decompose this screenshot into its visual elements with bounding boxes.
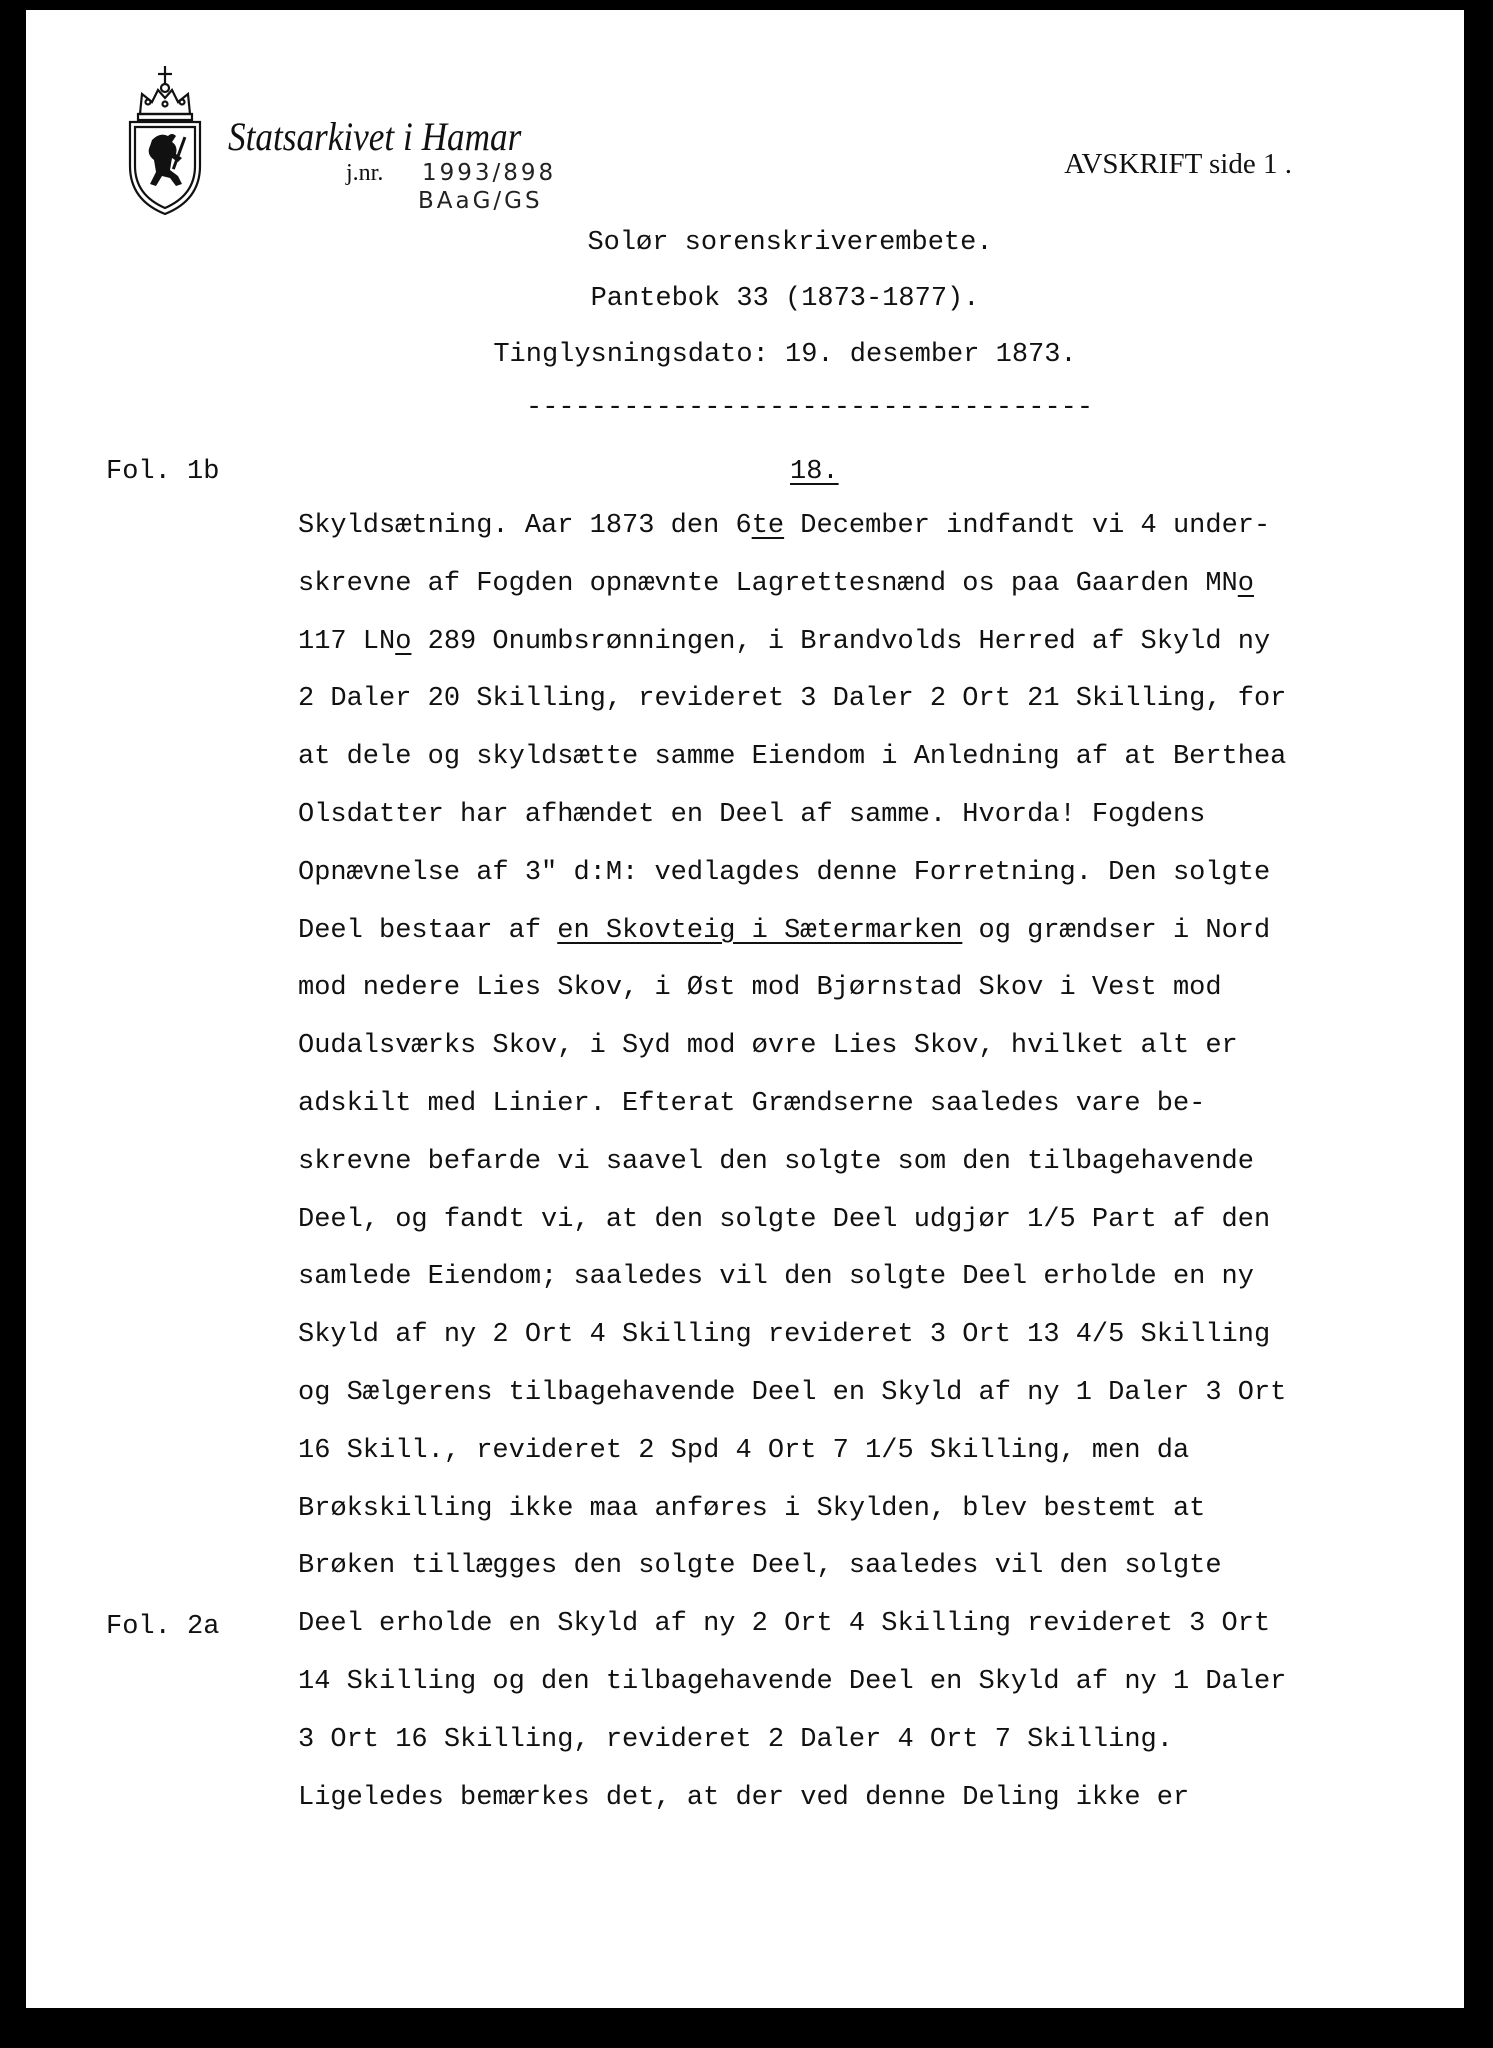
text-line [298,1596,1286,1654]
text-line [298,1192,1286,1250]
transcript-body [298,498,1286,1827]
text-line [298,1481,1286,1539]
text-segment: Brøkskilling ikke maa anføres i Skylden, blev bestemt at [298,1493,1206,1524]
text-segment: at dele og skyldsætte samme Eiendom i Anledning af at Berthea [298,742,1287,773]
separator-rule: ----------------------------------- [526,393,1094,423]
text-line [298,903,1286,961]
text-line [298,960,1286,1018]
text-segment: Deel erholde en Skyld af ny 2 Ort 4 Skilling revideret 3 Ort [298,1609,1271,1640]
text-segment: skrevne af Fogden opnævnte Lagrettesnænd os paa Gaarden MN [298,568,1238,599]
text-segment: 289 Onumbsrønningen, i Brandvolds Herred af Skyld ny [411,626,1271,657]
document-page [26,10,1464,2008]
text-line [298,1770,1286,1828]
underlined-text: te [751,511,785,541]
text-line [298,845,1286,903]
text-segment: mod nedere Lies Skov, i Øst mod Bjørnstad Skov i Vest mod [298,973,1222,1004]
text-segment: 3 Ort 16 Skilling, revideret 2 Daler 4 Ort 7 Skilling. [298,1724,1173,1755]
underlined-text: en Skovteig i Sætermarken [557,915,963,946]
text-segment: 14 Skilling og den tilbagehavende Deel en Skyld af ny 1 Daler [298,1666,1287,1697]
text-line [298,498,1286,556]
text-segment: Deel, og fandt vi, at den solgte Deel udgjør 1/5 Part af den [298,1204,1271,1235]
text-line [298,787,1286,845]
text-line [298,1249,1286,1307]
text-line [298,1654,1286,1712]
text-segment: 16 Skill., revideret 2 Spd 4 Ort 7 1/5 Skilling, men da [298,1435,1190,1466]
text-segment: Olsdatter har afhændet en Deel af samme. Hvorda! Fogdens [298,799,1206,830]
text-line [298,1076,1286,1134]
underlined-text: o [1237,568,1254,599]
text-line [298,556,1286,614]
text-segment: Ligeledes bemærkes det, at der ved denne Deling ikke er [298,1782,1190,1813]
mortgage-book-title: Pantebok 33 (1873-1877). [590,284,980,314]
text-line [298,1423,1286,1481]
text-line [298,1712,1286,1770]
text-segment: 117 LN [298,626,396,657]
text-segment: Deel bestaar af [298,915,558,946]
text-line [298,729,1286,787]
text-segment: adskilt med Linier. Efterat Grændserne saaledes vare be- [298,1088,1206,1119]
text-line [298,1365,1286,1423]
journal-number: 1993/898 [422,160,557,186]
transcript-page-label: AVSKRIFT side 1 . [1064,148,1292,180]
norwegian-coat-of-arms-icon [112,62,218,220]
text-line [298,1134,1286,1192]
text-line [298,1307,1286,1365]
registration-date: Tinglysningsdato: 19. desember 1873. [493,340,1077,370]
text-segment: skrevne befarde vi saavel den solgte som den tilbagehavende [298,1146,1254,1177]
entry-number: 18. [790,457,839,487]
text-segment: Skyldsætning. Aar 1873 den 6 [298,511,752,541]
text-segment: og Sælgerens tilbagehavende Deel en Skyld af ny 1 Daler 3 Ort [298,1377,1287,1408]
text-segment: samlede Eiendom; saaledes vil den solgte Deel erholde en ny [298,1262,1254,1293]
text-segment: 2 Daler 20 Skilling, revideret 3 Daler 2 Ort 21 Skilling, for [298,684,1287,715]
journal-code: BAaG/GS [418,188,543,214]
archive-name: Statsarkivet i Hamar [228,114,522,159]
court-office-title: Solør sorenskriverembete. [587,228,993,258]
journal-number-label: j.nr. [346,160,384,186]
text-segment: og grændser i Nord [962,915,1271,946]
text-segment: December indfandt vi 4 under- [784,511,1271,541]
text-line [298,671,1286,729]
folio-marker: Fol. 2a [106,1612,220,1642]
underlined-text: o [395,626,412,657]
text-segment: Brøken tillægges den solgte Deel, saaledes vil den solgte [298,1551,1222,1582]
folio-marker: Fol. 1b [106,457,220,487]
text-segment: Oudalsværks Skov, i Syd mod øvre Lies Skov, hvilket alt er [298,1031,1238,1062]
text-line [298,614,1286,672]
text-line [298,1538,1286,1596]
text-line [298,1018,1286,1076]
text-segment: Opnævnelse af 3" d:M: vedlagdes denne Forretning. Den solgte [298,857,1271,888]
text-segment: Skyld af ny 2 Ort 4 Skilling revideret 3 Ort 13 4/5 Skilling [298,1320,1271,1351]
